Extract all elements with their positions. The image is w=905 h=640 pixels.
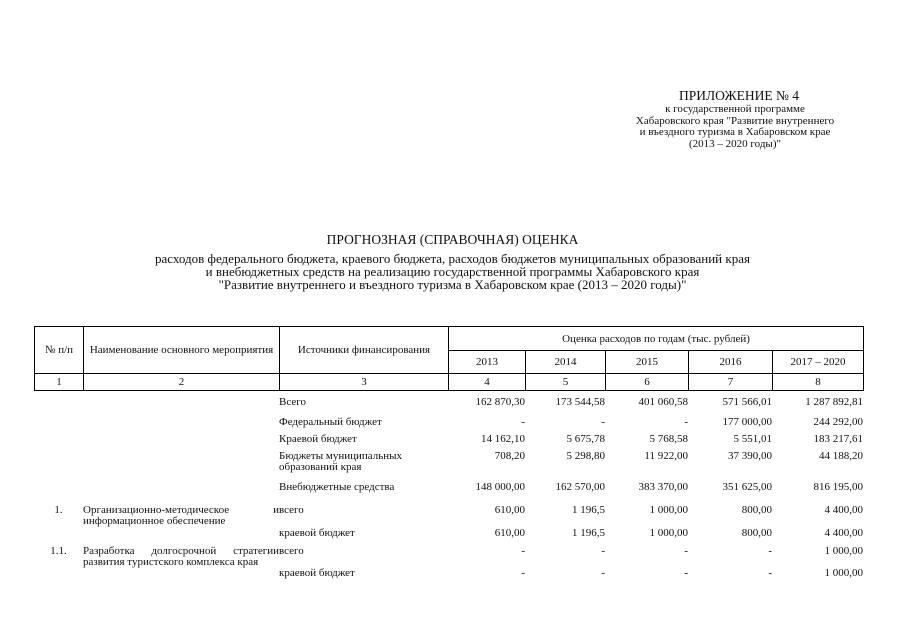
row-number [34, 528, 83, 546]
row-number [34, 434, 83, 451]
row-value: 177 000,00 [722, 416, 772, 428]
row-number [34, 417, 83, 434]
row-value: - [601, 567, 605, 579]
subtitle-line: "Развитие внутреннего и въездного туризма в Хабаровском крае (2013 – 2020 годы)" [218, 277, 687, 292]
row-value: 351 625,00 [722, 481, 772, 493]
column-number: 4 [449, 374, 526, 391]
header-estimate: Оценка расходов по годам (тыс. рублей) [449, 327, 864, 351]
header-num: № п/п [35, 327, 84, 374]
row-value: 1 000,00 [824, 567, 863, 579]
row-value: 11 922,00 [644, 450, 688, 462]
header-source: Источники финансирования [280, 327, 449, 374]
row-value: 44 188,20 [819, 450, 863, 462]
header-year: 2016 [689, 351, 773, 374]
column-number: 7 [689, 374, 773, 391]
row-funding-source: Федеральный бюджет [279, 416, 382, 428]
row-value: - [601, 545, 605, 557]
data-table [34, 397, 863, 592]
table-row [34, 546, 863, 568]
row-activity-name [83, 417, 279, 434]
appendix-block [600, 88, 870, 150]
row-value: 1 000,00 [649, 504, 688, 516]
column-number: 1 [35, 374, 84, 391]
row-funding-source: краевой бюджет [279, 527, 355, 539]
row-activity-name [83, 451, 279, 482]
row-value: 383 370,00 [638, 481, 688, 493]
row-value: 14 162,10 [481, 433, 525, 445]
document-subtitle [60, 252, 845, 291]
row-value: 800,00 [741, 527, 772, 539]
row-activity-name [83, 397, 279, 417]
table-row [34, 397, 863, 417]
row-activity-name: Организационно-методическое и информационное обеспечение [83, 504, 279, 527]
document-title: ПРОГНОЗНАЯ (СПРАВОЧНАЯ) ОЦЕНКА [326, 232, 579, 247]
header-year: 2014 [526, 351, 606, 374]
header-year: 2013 [449, 351, 526, 374]
row-number [34, 397, 83, 417]
row-value: 571 566,01 [722, 396, 772, 408]
table-row [34, 417, 863, 434]
table-row [34, 482, 863, 505]
column-number: 8 [773, 374, 864, 391]
row-funding-source: всего [279, 504, 304, 516]
appendix-line: к государственной программе [665, 103, 805, 115]
appendix-title: ПРИЛОЖЕНИЕ № 4 [678, 88, 800, 103]
column-number: 2 [84, 374, 280, 391]
row-value: 173 544,58 [555, 396, 605, 408]
row-value: - [521, 567, 525, 579]
subtitle-line: и внебюджетных средств на реализацию государственной программы Хабаровского края [205, 264, 700, 279]
row-value: - [521, 545, 525, 557]
row-value: 1 196,5 [572, 504, 605, 516]
subtitle-line: расходов федерального бюджета, краевого бюджета, расходов бюджетов муниципальных образований края [155, 251, 750, 266]
table-row [34, 528, 863, 546]
row-funding-source: Бюджеты муниципальных образований края [279, 450, 403, 473]
row-value: 5 675,78 [566, 433, 605, 445]
row-value: 708,20 [494, 450, 525, 462]
row-funding-source: Краевой бюджет [279, 433, 357, 445]
row-value: 1 000,00 [649, 527, 688, 539]
table-row [34, 434, 863, 451]
column-number: 3 [280, 374, 449, 391]
row-number [34, 568, 83, 592]
row-activity-name [83, 482, 279, 505]
row-value: 1 000,00 [824, 545, 863, 557]
row-value: 610,00 [494, 504, 525, 516]
row-value: 148 000,00 [475, 481, 525, 493]
row-value: - [768, 545, 772, 557]
row-activity-name [83, 434, 279, 451]
row-funding-source: краевой бюджет [279, 567, 355, 579]
row-value: 162 570,00 [555, 481, 605, 493]
row-value: 816 195,00 [813, 481, 863, 493]
row-value: 5 768,58 [649, 433, 688, 445]
row-funding-source: Всего [279, 396, 306, 408]
header-year: 2015 [606, 351, 689, 374]
appendix-line: (2013 – 2020 годы)" [689, 137, 781, 150]
column-number: 6 [606, 374, 689, 391]
row-value: - [684, 545, 688, 557]
row-activity-name: Разработка долгосрочной стратегии развития туристского комплекса края [83, 545, 279, 568]
row-value: - [684, 416, 688, 428]
row-number: 1.1. [50, 545, 67, 557]
column-number: 5 [526, 374, 606, 391]
row-value: 4 400,00 [824, 527, 863, 539]
row-value: 162 870,30 [475, 396, 525, 408]
row-value: 37 390,00 [728, 450, 772, 462]
row-activity-name [83, 568, 279, 592]
row-value: - [684, 567, 688, 579]
table-row [34, 568, 863, 592]
row-number [34, 482, 83, 505]
header-year: 2017 – 2020 [773, 351, 864, 374]
row-value: 1 287 892,81 [805, 396, 863, 408]
table-row [34, 451, 863, 482]
row-value: 800,00 [741, 504, 772, 516]
row-funding-source: всего [279, 545, 304, 557]
row-value: 4 400,00 [824, 504, 863, 516]
row-value: 244 292,00 [813, 416, 863, 428]
row-value: - [521, 416, 525, 428]
row-number: 1. [54, 504, 63, 516]
row-funding-source: Внебюджетные средства [279, 481, 395, 493]
row-value: - [601, 416, 605, 428]
row-value: 183 217,61 [813, 433, 863, 445]
row-value: 1 196,5 [572, 527, 605, 539]
header-name: Наименование основного мероприятия [84, 327, 280, 374]
row-value: 5 298,80 [566, 450, 605, 462]
row-number [34, 451, 83, 482]
table-header [34, 326, 864, 391]
row-activity-name [83, 528, 279, 546]
row-value: 610,00 [494, 527, 525, 539]
table-row [34, 505, 863, 528]
appendix-line: Хабаровского края "Развитие внутреннего [635, 114, 835, 127]
row-value: 401 060,58 [638, 396, 688, 408]
row-value: 5 551,01 [733, 433, 772, 445]
row-value: - [768, 567, 772, 579]
appendix-line: и въездного туризма в Хабаровском крае [639, 126, 831, 138]
